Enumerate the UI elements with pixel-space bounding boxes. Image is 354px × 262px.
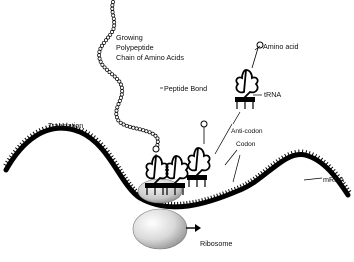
amino-acid-bead xyxy=(98,57,101,60)
amino-acid-bead xyxy=(135,127,138,130)
amino-acid-bead xyxy=(138,128,141,131)
label-trna: tRNA xyxy=(264,90,282,99)
amino-acid-bead xyxy=(99,60,102,63)
label-translation: Translation xyxy=(48,121,84,130)
amino-acid-bead xyxy=(132,126,135,129)
amino-acid-bead xyxy=(122,123,125,126)
amino-acid-bead xyxy=(125,124,128,127)
label-peptide-bond: Peptide Bond xyxy=(164,84,208,93)
amino-acid-bead xyxy=(116,106,119,109)
label-ribosome: Ribosome xyxy=(200,239,233,248)
label-chain-amino-acids: Chain of Amino Acids xyxy=(116,53,184,62)
amino-acid-bead xyxy=(156,137,159,140)
amino-acid-bead xyxy=(99,47,102,50)
amino-acid-bead xyxy=(112,14,115,17)
polypeptide-chain xyxy=(98,0,160,148)
peptide-bond-marker xyxy=(153,146,159,152)
amino-acid-bead xyxy=(148,131,151,134)
amino-acid-bead xyxy=(119,83,122,86)
amino-acid-bead xyxy=(98,50,101,53)
amino-acid-bead xyxy=(145,130,148,133)
label-anticodon: Anti-codon xyxy=(231,128,263,135)
label-codon: Codon xyxy=(236,141,256,148)
amino-acid-bead xyxy=(156,140,159,143)
amino-acid-bead xyxy=(111,0,114,3)
trna-free xyxy=(235,42,263,109)
amino-acid-bead xyxy=(111,4,114,7)
trna-incoming-1 xyxy=(187,121,210,187)
amino-acid-bead xyxy=(128,125,131,128)
amino-acid-bead xyxy=(117,103,120,106)
amino-acid-bead xyxy=(111,7,114,10)
amino-acid-bead xyxy=(115,109,118,112)
amino-acid-bead xyxy=(119,96,122,99)
amino-acid-bead xyxy=(113,21,116,24)
amino-acid-bead xyxy=(115,112,118,115)
amino-acid-bead xyxy=(121,90,124,93)
label-polypeptide: Polypeptide xyxy=(116,43,154,52)
label-mrna: mRNA xyxy=(323,175,345,184)
amino-acid-bead xyxy=(115,116,118,119)
amino-acid-bead xyxy=(111,11,114,14)
amino-acid-bead xyxy=(120,93,123,96)
label-growing: Growing xyxy=(116,33,143,42)
amino-acid-bead xyxy=(118,99,121,102)
amino-acid-bead xyxy=(113,24,116,27)
leader-lines xyxy=(160,46,322,182)
amino-acid-bead xyxy=(120,86,123,89)
label-amino-acid: Amino acid xyxy=(263,42,299,51)
amino-acid-bead xyxy=(112,17,115,20)
amino-acid-bead xyxy=(142,129,145,132)
amino-acid-bead xyxy=(98,54,101,57)
amino-acid-bead xyxy=(112,27,115,30)
